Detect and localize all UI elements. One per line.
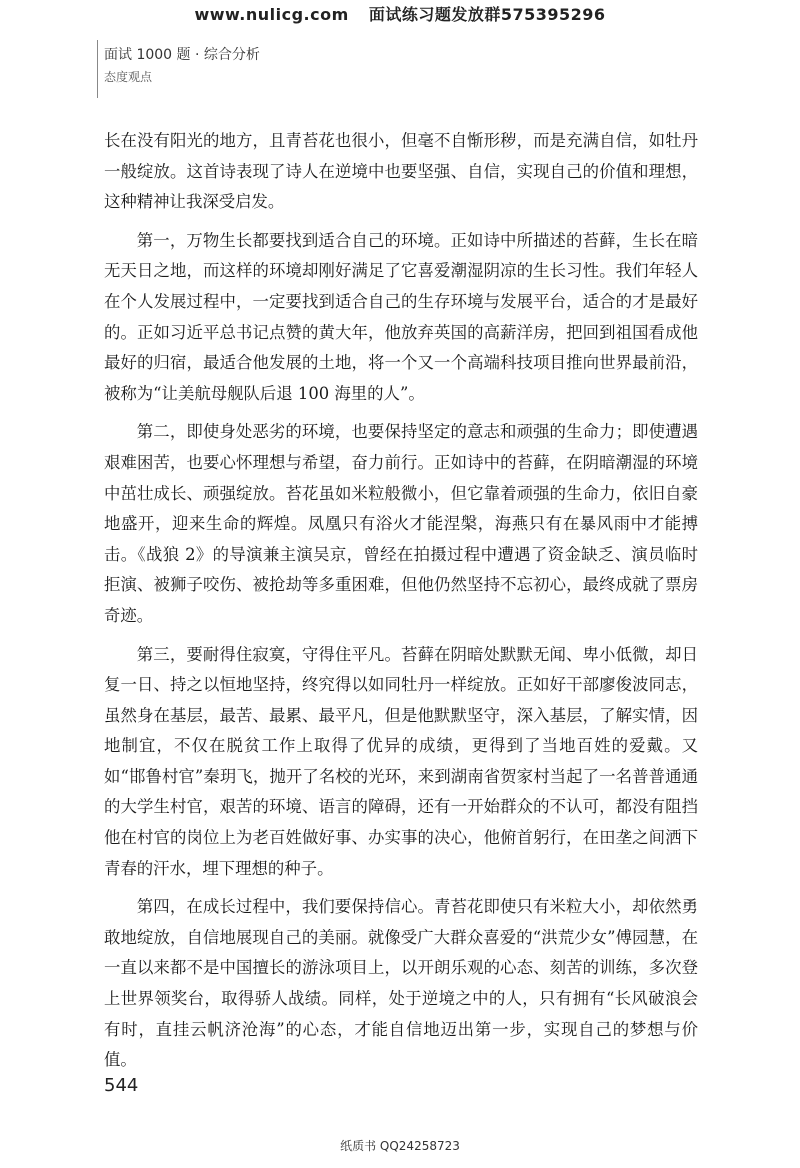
paragraph-2: 第一，万物生长都要找到适合自己的环境。正如诗中所描述的苔藓，生长在暗无天日之地，而这样的环境却刚好满足了它喜爱潮湿阴凉的生长习性。我们年轻人在个人发展过程中，一定要找到适合自己的生存环境与发展平台，适合的才是最好的。正如习近平总书记点赞的黄大年，他放弃英国的高薪洋房，把回到祖国看成他最好的归宿，最适合他发展的土地，将一个又一个高端科技项目推向世界最前沿，被称为“让美航母舰队后退 100 海里的人”。 <box>104 230 698 403</box>
watermark <box>0 2 800 25</box>
section-title: 态度观点 <box>104 70 153 84</box>
footer-note: 纸质书 QQ24258723 <box>340 1139 460 1153</box>
paragraph-1: 长在没有阳光的地方，且青苔花也很小，但毫不自惭形秽，而是充满自信，如牡丹一般绽放。这首诗表现了诗人在逆境中也要坚强、自信，实现自己的价值和理想，这种精神让我深受启发。 <box>104 131 698 212</box>
page-number: 544 <box>104 1075 139 1096</box>
paragraph-3: 第二，即使身处恶劣的环境，也要保持坚定的意志和顽强的生命力；即使遭遇艰难困苦，也要心怀理想与希望，奋力前行。正如诗中的苔藓，在阴暗潮湿的环境中茁壮成长、顽强绽放。苔花虽如米粒般微小，但它靠着顽强的生命力，依旧自豪地盛开，迎来生命的辉煌。凤凰只有浴火才能涅槃，海燕只有在暴风雨中才能搏击。《战狼 2》的导演兼主演吴京，曾经在拍摄过程中遭遇了资金缺乏、演员临时拒演、被狮子咬伤、被抢劫等多重困难，但他仍然坚持不忘初心，最终成就了票房奇迹。 <box>104 422 698 625</box>
running-header <box>104 44 260 85</box>
watermark-group: 面试练习题发放群575395296 <box>368 5 606 24</box>
book-title: 面试 1000 题 · 综合分析 <box>104 47 260 63</box>
paragraph-5: 第四，在成长过程中，我们要保持信心。青苔花即使只有米粒大小，却依然勇敢地绽放，自信地展现自己的美丽。就像受广大群众喜爱的“洪荒少女”傅园慧，在一直以来都不是中国擅长的游泳项目上，以开朗乐观的心态、刻苦的训练，多次登上世界领奖台，取得骄人战绩。同样，处于逆境之中的人，只有拥有“长风破浪会有时，直挂云帆济沧海”的心态，才能自信地迈出第一步，实现自己的梦想与价值。 <box>104 897 698 1070</box>
header-divider <box>97 40 98 98</box>
watermark-url: www.nulicg.com <box>194 5 349 24</box>
body-text <box>104 126 698 1084</box>
paragraph-4: 第三，要耐得住寂寞，守得住平凡。苔藓在阴暗处默默无闻、卑小低微，却日复一日、持之以恒地坚持，终究得以如同牡丹一样绽放。正如好干部廖俊波同志，虽然身在基层，最苦、最累、最平凡，但是他默默坚守，深入基层，了解实情，因地制宜，不仅在脱贫工作上取得了优异的成绩，更得到了当地百姓的爱戴。又如“邯鲁村官”秦玥飞，抛开了名校的光环，来到湖南省贺家村当起了一名普普通通的大学生村官，艰苦的环境、语言的障碍，还有一开始群众的不认可，都没有阻挡他在村官的岗位上为老百姓做好事、办实事的决心，他俯首躬行，在田垄之间洒下青春的汗水，埋下理想的种子。 <box>104 644 698 878</box>
